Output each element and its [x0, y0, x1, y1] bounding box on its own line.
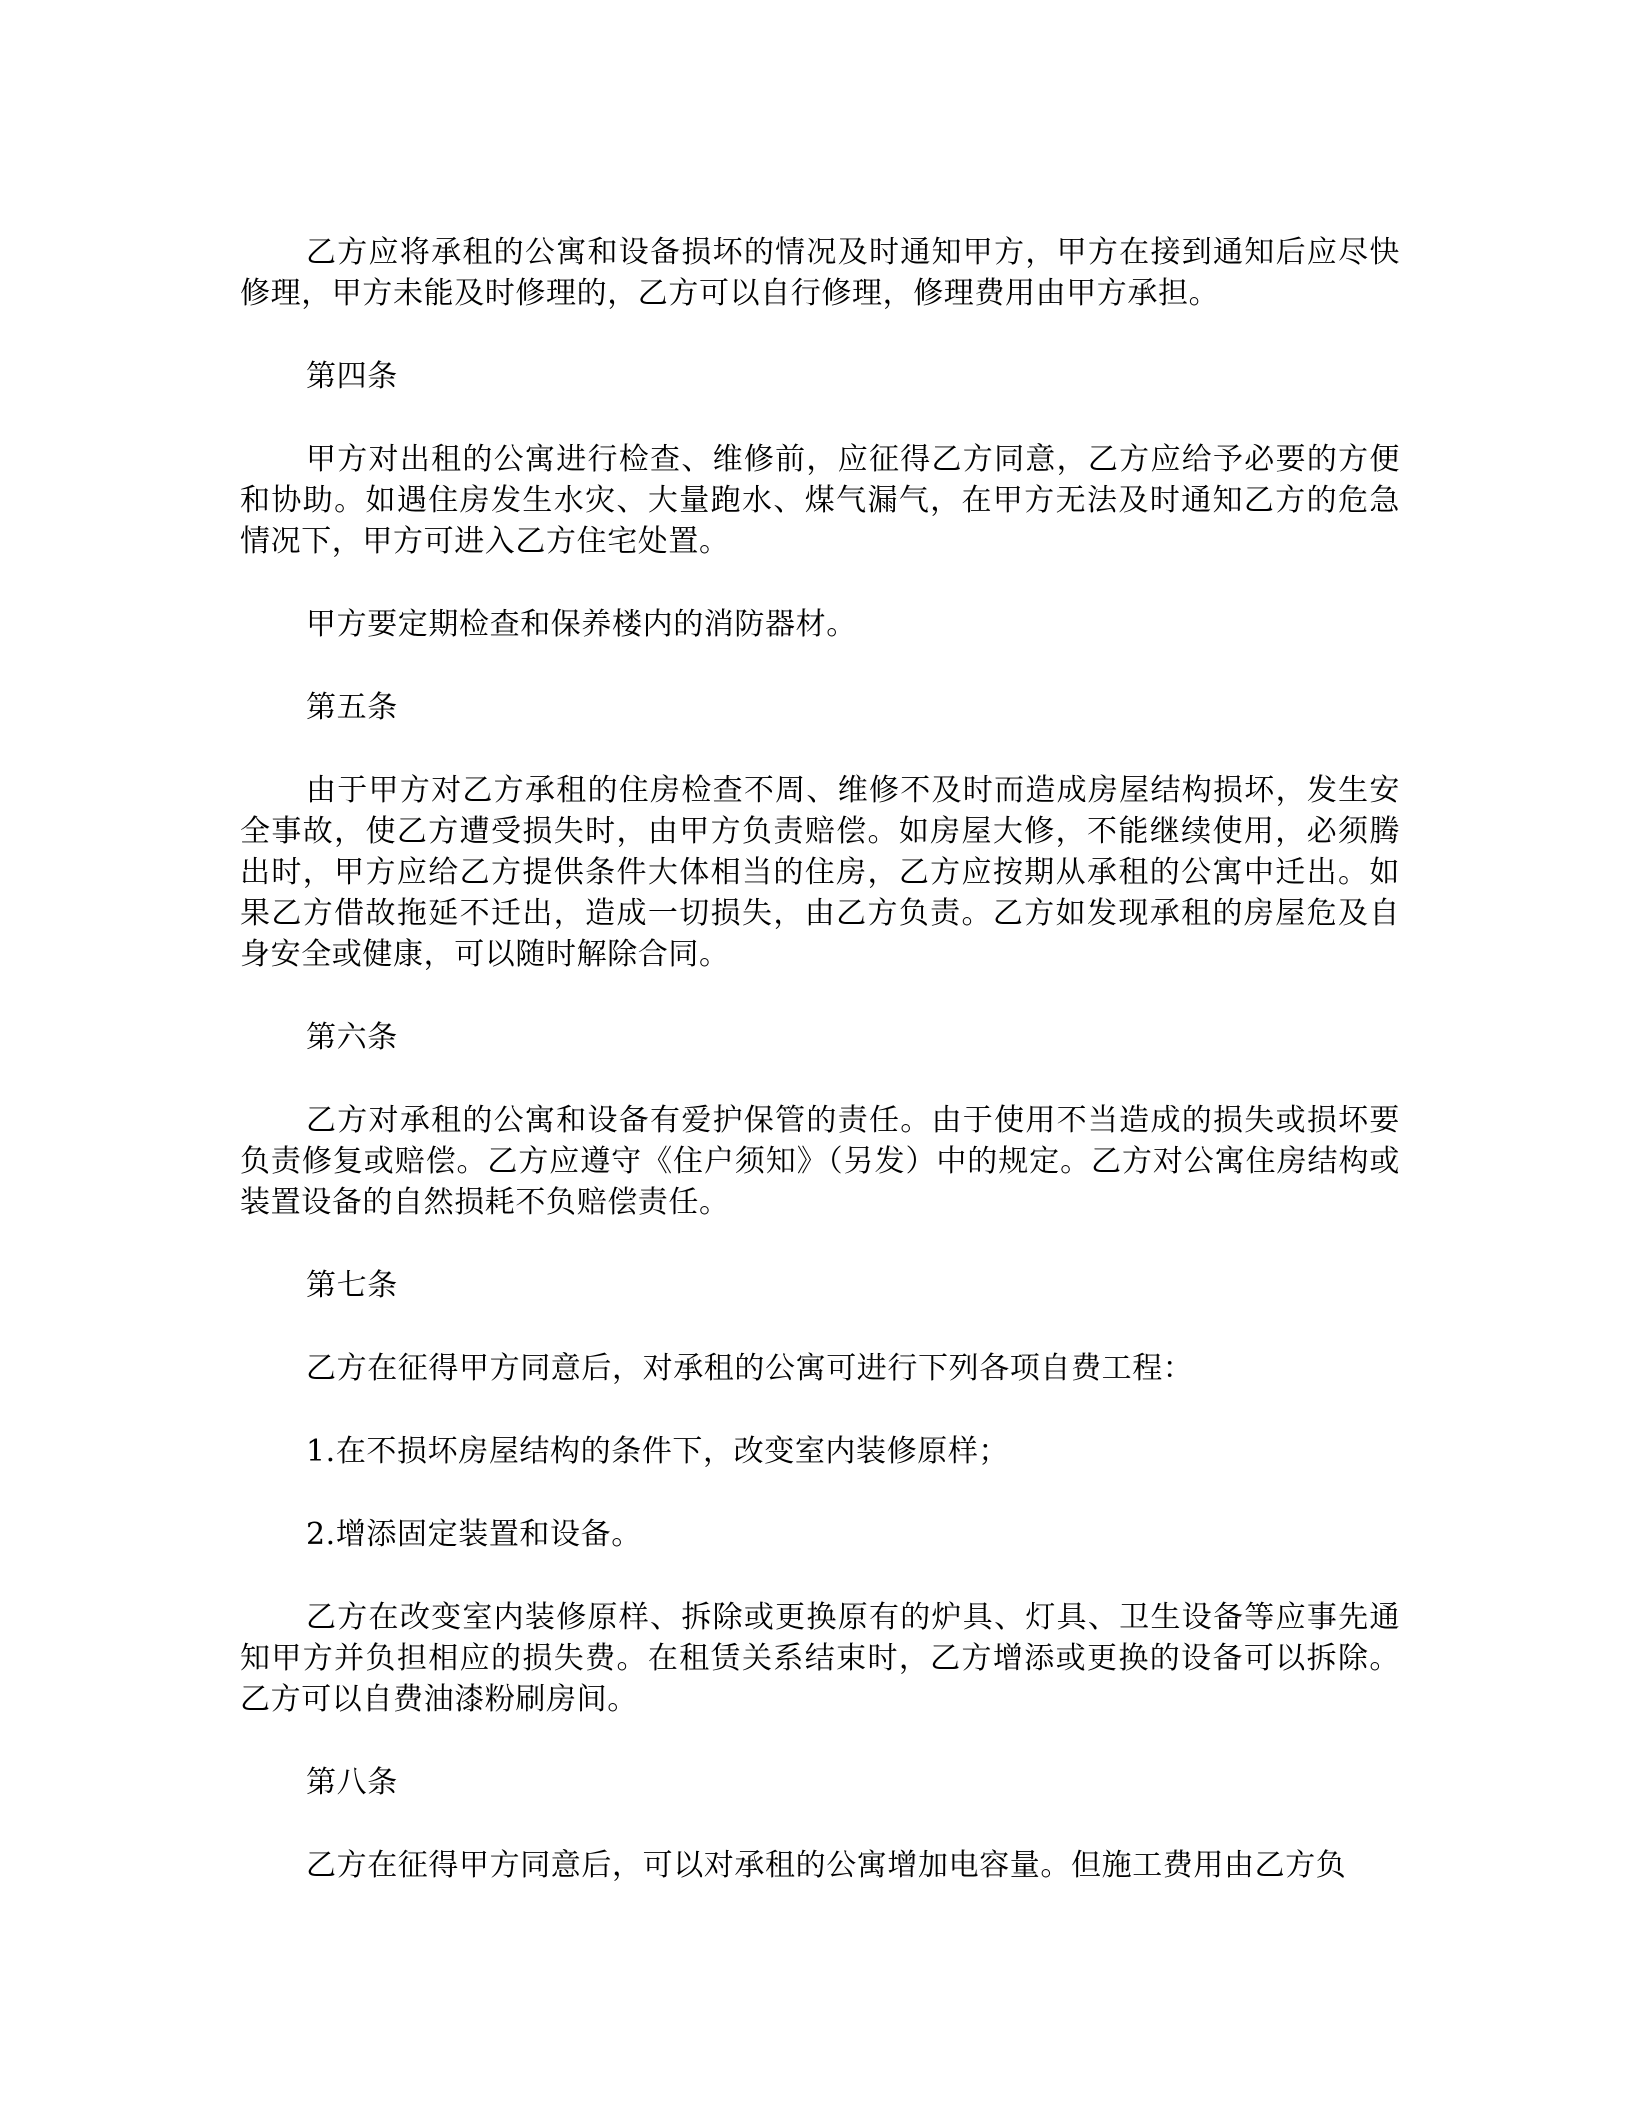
paragraph-inspection: 甲方对出租的公寓进行检查、维修前，应征得乙方同意，乙方应给予必要的方便和协助。如遇住房发生水灾、大量跑水、煤气漏气，在甲方无法及时通知乙方的危急情况下，甲方可进入乙方住宅处置。 — [240, 442, 1400, 559]
paragraph-self-funded-works: 乙方在征得甲方同意后，对承租的公寓可进行下列各项自费工程： — [306, 1351, 1194, 1386]
article-heading-7: 第七条 — [306, 1268, 398, 1303]
article-heading-8: 第八条 — [306, 1765, 398, 1800]
paragraph-fire-equipment: 甲方要定期检查和保养楼内的消防器材。 — [306, 607, 857, 642]
article-heading-5: 第五条 — [306, 690, 398, 725]
paragraph-renovation-notice: 乙方在改变室内装修原样、拆除或更换原有的炉具、灯具、卫生设备等应事先通知甲方并负担相应的损失费。在租赁关系结束时，乙方增添或更换的设备可以拆除。乙方可以自费油漆粉刷房间。 — [240, 1600, 1400, 1717]
paragraph-repair-notice: 乙方应将承租的公寓和设备损坏的情况及时通知甲方，甲方在接到通知后应尽快修理，甲方未能及时修理的，乙方可以自行修理，修理费用由甲方承担。 — [240, 235, 1400, 311]
list-item-1: 1.在不损坏房屋结构的条件下，改变室内装修原样； — [306, 1434, 1010, 1469]
article-heading-4: 第四条 — [306, 359, 398, 394]
document-body — [240, 232, 1400, 1928]
paragraph-electric-capacity: 乙方在征得甲方同意后，可以对承租的公寓增加电容量。但施工费用由乙方负 — [306, 1848, 1347, 1883]
paragraph-compensation: 由于甲方对乙方承租的住房检查不周、维修不及时而造成房屋结构损坏，发生安全事故，使乙方遭受损失时，由甲方负责赔偿。如房屋大修，不能继续使用，必须腾出时，甲方应给乙方提供条件大体相当的住房，乙方应按期从承租的公寓中迁出。如果乙方借故拖延不迁出，造成一切损失，由乙方负责。乙方如发现承租的房屋危及自身安全或健康，可以随时解除合同。 — [240, 773, 1400, 972]
list-item-2: 2.增添固定装置和设备。 — [306, 1517, 642, 1552]
paragraph-care-responsibility: 乙方对承租的公寓和设备有爱护保管的责任。由于使用不当造成的损失或损坏要负责修复或赔偿。乙方应遵守《住户须知》（另发）中的规定。乙方对公寓住房结构或装置设备的自然损耗不负赔偿责任。 — [240, 1103, 1400, 1220]
article-heading-6: 第六条 — [306, 1020, 398, 1055]
